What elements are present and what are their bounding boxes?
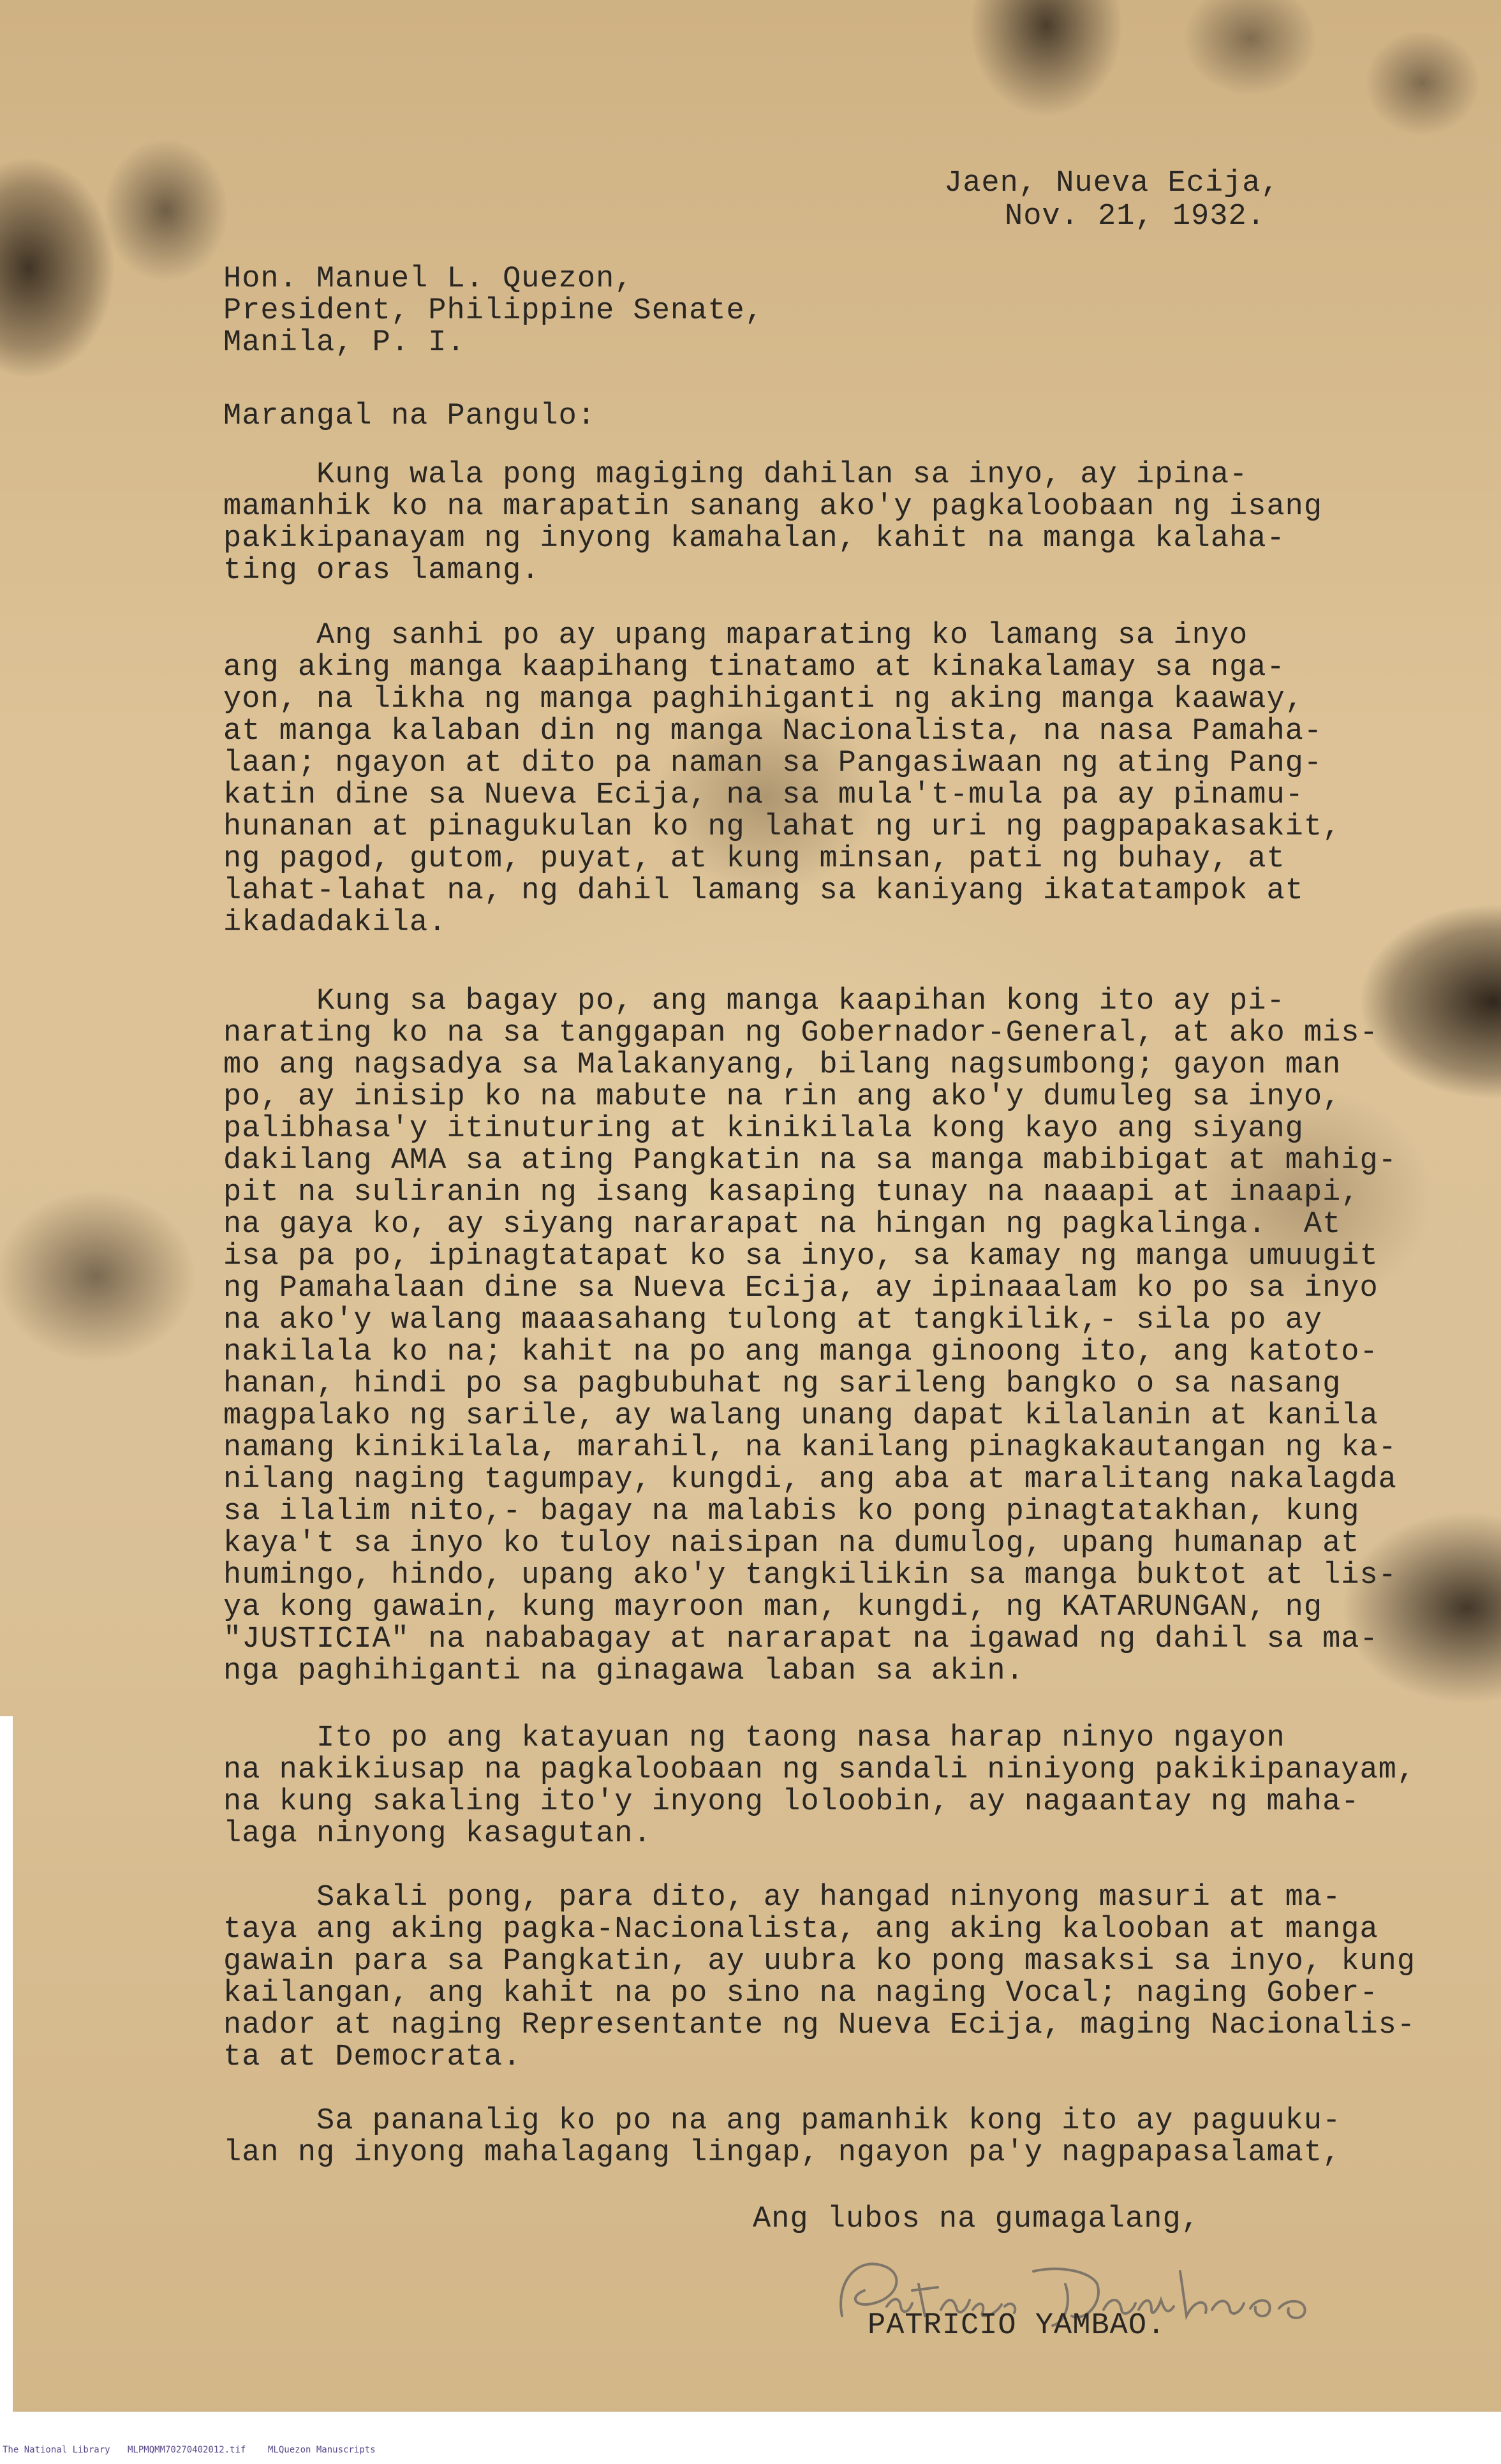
text-line: na kung sakaling ito'y inyong loloobin, ay nagaantay ng maha- <box>223 1785 1360 1819</box>
paragraph-3 <box>223 986 1397 1688</box>
text-line: laga ninyong kasagutan. <box>223 1817 652 1851</box>
paragraph-2 <box>223 620 1341 939</box>
text-line: na ako'y walang maaasahang tulong at tangkilik,- sila po ay <box>223 1303 1323 1337</box>
text-line: pakikipanayam ng inyong kamahalan, kahit na manga kalaha- <box>223 522 1285 556</box>
text-line: Kung sa bagay po, ang manga kaapihan kong ito ay pi- <box>223 984 1285 1018</box>
paragraph-1 <box>223 459 1322 587</box>
addressee-line: Manila, P. I. <box>223 326 466 360</box>
text-line: ta at Democrata. <box>223 2040 522 2074</box>
text-line: Ang sanhi po ay upang maparating ko lamang sa inyo <box>223 619 1248 653</box>
text-line: hanan, hindi po sa pagbubuhat ng sarileng bangko o sa nasang <box>223 1367 1342 1401</box>
place-line: Jaen, Nueva Ecija, <box>944 167 1280 200</box>
text-line: gawain para sa Pangkatin, ay uubra ko pong masaksi sa inyo, kung <box>223 1945 1416 1978</box>
text-line: kailangan, ang kahit na po sino na naging Vocal; naging Gober- <box>223 1977 1379 2010</box>
text-line: na nakikiusap na pagkaloobaan ng sandali niniyong pakikipanayam, <box>223 1753 1416 1787</box>
text-line: Ito po ang katayuan ng taong nasa harap ninyo ngayon <box>223 1721 1285 1755</box>
closing-line: Ang lubos na gumagalang, <box>753 2202 1200 2236</box>
text-line: magpalako ng sarile, ay walang unang dapat kilalanin at kanila <box>223 1399 1379 1433</box>
signature-name: PATRICIO YAMBAO. <box>868 2309 1166 2343</box>
text-line: Sa pananalig ko po na ang pamanhik kong ito ay paguuku- <box>223 2104 1342 2138</box>
text-line: narating ko na sa tanggapan ng Gobernador-General, at ako mis- <box>223 1016 1379 1050</box>
text-line: at manga kalaban din ng manga Nacionalista, na nasa Pamaha- <box>223 715 1323 748</box>
archive-footer <box>0 2441 1501 2460</box>
text-line: namang kinikilala, marahil, na kanilang pinagkakautangan ng ka- <box>223 1431 1397 1465</box>
text-line: ya kong gawain, kung mayroon man, kungdi, ng KATARUNGAN, ng <box>223 1591 1323 1624</box>
text-line: hunanan at pinagukulan ko ng lahat ng uri ng pagpapakasakit, <box>223 810 1342 844</box>
text-line: nga paghihiganti na ginagawa laban sa akin. <box>223 1654 1024 1688</box>
text-line: isa pa po, ipinagtatapat ko sa inyo, sa kamay ng manga umuugit <box>223 1240 1379 1273</box>
text-line: dakilang AMA sa ating Pangkatin na sa manga mabibigat at mahig- <box>223 1144 1397 1178</box>
text-line: Kung wala pong magiging dahilan sa inyo, ay ipina- <box>223 458 1248 492</box>
text-line: sa ilalim nito,- bagay na malabis ko pong pinagtatakhan, kung <box>223 1495 1360 1529</box>
text-line: nilang naging tagumpay, kungdi, ang aba at maralitang nakalagda <box>223 1463 1397 1497</box>
text-line: pit na suliranin ng isang kasaping tunay na naaapi at inaapi, <box>223 1176 1360 1210</box>
addressee-line: Hon. Manuel L. Quezon, <box>223 262 633 296</box>
text-line: humingo, hindo, upang ako'y tangkilikin sa manga buktot at lis- <box>223 1559 1397 1592</box>
paragraph-5 <box>223 1882 1416 2074</box>
text-line: Sakali pong, para dito, ay hangad ninyong masuri at ma- <box>223 1881 1342 1915</box>
text-line: ng Pamahalaan dine sa Nueva Ecija, ay ipinaaalam ko po sa inyo <box>223 1272 1379 1305</box>
footer-collection: MLQuezon Manuscripts <box>268 2445 376 2455</box>
footer-library: The National Library <box>3 2445 110 2455</box>
text-line: lahat-lahat na, ng dahil lamang sa kaniyang ikatatampok at <box>223 874 1304 908</box>
text-line: lan ng inyong mahalagang lingap, ngayon pa'y nagpapasalamat, <box>223 2136 1342 2170</box>
addressee-line: President, Philippine Senate, <box>223 294 764 328</box>
paragraph-6 <box>223 2105 1341 2169</box>
text-line: na gaya ko, ay siyang nararapat na hingan ng pagkalinga. At <box>223 1208 1342 1242</box>
text-line: po, ay inisip ko na mabute na rin ang ako'y dumuleg sa inyo, <box>223 1080 1342 1114</box>
text-line: ting oras lamang. <box>223 554 540 588</box>
footer-filename: MLPMQMM70270402012.tif <box>128 2445 246 2455</box>
text-line: taya ang aking pagka-Nacionalista, ang aking kalooban at manga <box>223 1913 1379 1947</box>
paragraph-4 <box>223 1723 1416 1850</box>
date-line: Nov. 21, 1932. <box>1005 200 1266 234</box>
text-line: mamanhik ko na marapatin sanang ako'y pagkaloobaan ng isang <box>223 490 1323 524</box>
text-line: mo ang nagsadya sa Malakanyang, bilang nagsumbong; gayon man <box>223 1048 1342 1082</box>
addressee-block <box>223 263 764 359</box>
text-line: ikadadakila. <box>223 906 447 940</box>
text-line: palibhasa'y itinuturing at kinikilala kong kayo ang siyang <box>223 1112 1304 1146</box>
text-line: nador at naging Representante ng Nueva Ecija, maging Nacionalis- <box>223 2008 1416 2042</box>
text-line: laan; ngayon at dito pa naman sa Pangasiwaan ng ating Pang- <box>223 746 1323 780</box>
text-line: kaya't sa inyo ko tuloy naisipan na dumulog, upang humanap at <box>223 1527 1360 1561</box>
scan-edge-left <box>0 1716 13 2418</box>
text-line: nakilala ko na; kahit na po ang manga ginoong ito, ang katoto- <box>223 1335 1379 1369</box>
text-line: yon, na likha ng manga paghihiganti ng aking manga kaaway, <box>223 683 1304 716</box>
text-line: ng pagod, gutom, puyat, at kung minsan, pati ng buhay, at <box>223 842 1285 876</box>
text-line: ang aking manga kaapihang tinatamo at kinakalamay sa nga- <box>223 651 1285 685</box>
text-line: "JUSTICIA" na nababagay at nararapat na igawad ng dahil sa ma- <box>223 1622 1379 1656</box>
text-line: katin dine sa Nueva Ecija, na sa mula't-mula pa ay pinamu- <box>223 778 1304 812</box>
salutation: Marangal na Pangulo: <box>223 399 596 433</box>
